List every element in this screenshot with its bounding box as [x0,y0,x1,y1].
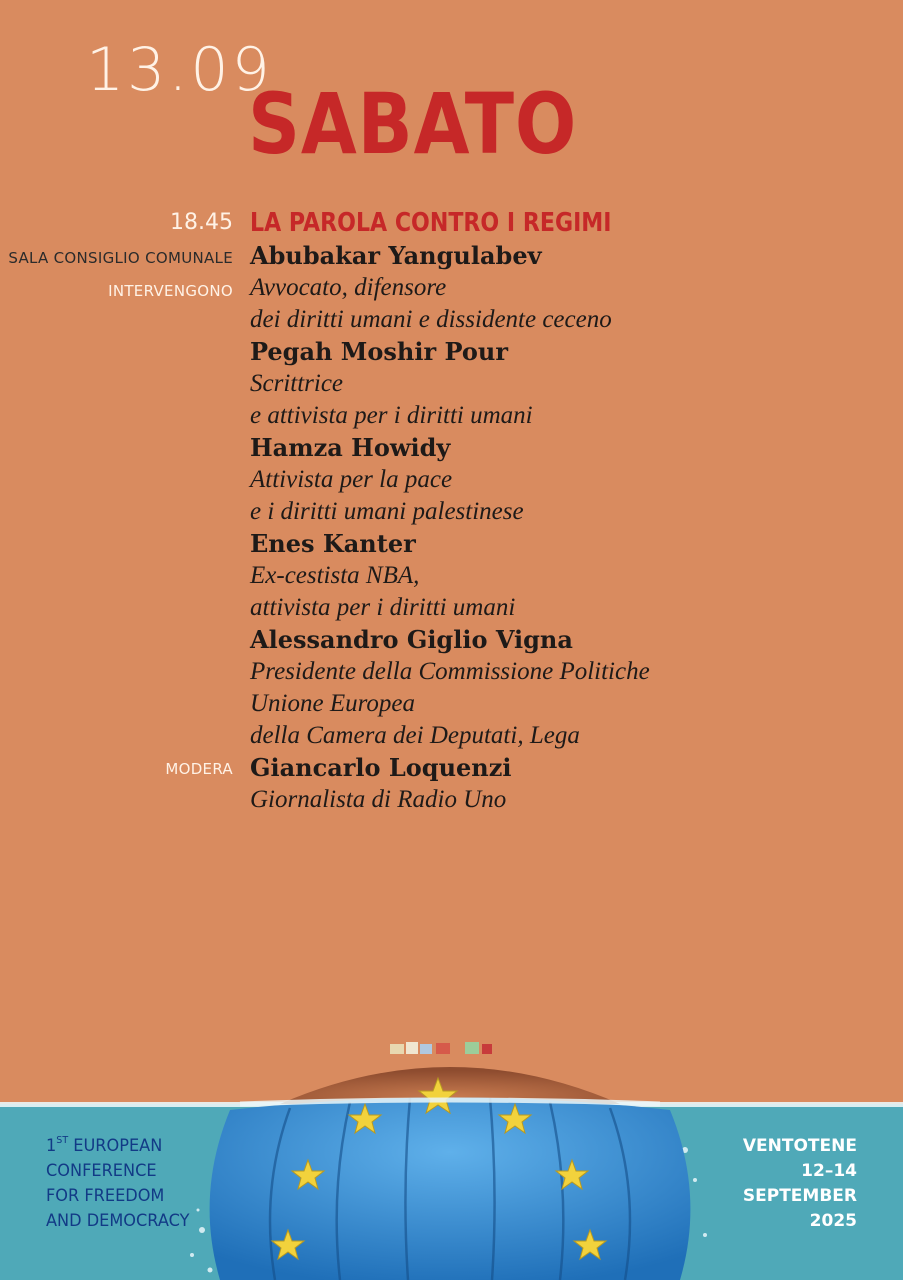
speaker-role-line: dei diritti umani e dissidente ceceno [250,306,612,333]
speakers-label: INTERVENGONO [108,282,233,300]
event-day: SABATO [248,75,578,173]
balloon-top-houses [390,1042,492,1054]
conference-line-1: 1ST EUROPEAN [46,1135,163,1156]
location-days: 12–14 [801,1161,857,1181]
conference-location-dates [743,1134,857,1234]
conference-line-4: AND DEMOCRACY [46,1211,190,1231]
speaker-name: Enes Kanter [250,529,416,558]
event-date: 13.09 [86,35,273,105]
speaker-role-line: Ex-cestista NBA, [250,562,420,589]
speaker-entry [250,336,890,432]
location-month: SEPTEMBER [742,1186,857,1206]
conference-line-3: FOR FREEDOM [46,1186,165,1206]
speaker-entry [250,432,890,528]
moderator-entry [250,752,890,816]
speaker-list [250,240,890,816]
event-time: 18.45 [170,210,233,235]
speaker-role-line: e attivista per i diritti umani [250,402,533,429]
speaker-name: Pegah Moshir Pour [250,337,508,366]
conference-line-2: CONFERENCE [46,1161,157,1181]
speaker-entry [250,528,890,624]
event-venue: SALA CONSIGLIO COMUNALE [8,249,233,267]
moderator-label: MODERA [165,760,233,778]
speaker-role-line: Scrittrice [250,370,344,397]
speaker-role-line: e i diritti umani palestinese [250,498,524,525]
speaker-role-line: Presidente della Commissione Politiche [250,658,650,685]
speaker-role-line: della Camera dei Deputati, Lega [250,722,580,749]
moderator-name: Giancarlo Loquenzi [250,753,512,782]
speaker-role-line: Unione Europea [250,690,416,717]
speaker-name: Abubakar Yangulabev [250,241,542,270]
speaker-name: Alessandro Giglio Vigna [250,625,573,654]
speaker-entry [250,240,890,336]
speaker-role-line: Attivista per la pace [250,466,453,493]
location-place: VENTOTENE [742,1136,857,1156]
eu-balloon-illustration [180,1030,720,1280]
speaker-entry [250,624,890,752]
conference-name [46,1134,189,1234]
speaker-role-line: attivista per i diritti umani [250,594,516,621]
speaker-name: Hamza Howidy [250,433,451,462]
event-title: LA PAROLA CONTRO I REGIMI [250,208,612,238]
moderator-role-line: Giornalista di Radio Uno [250,786,507,813]
location-year: 2025 [809,1211,857,1231]
speaker-role-line: Avvocato, difensore [250,274,447,301]
